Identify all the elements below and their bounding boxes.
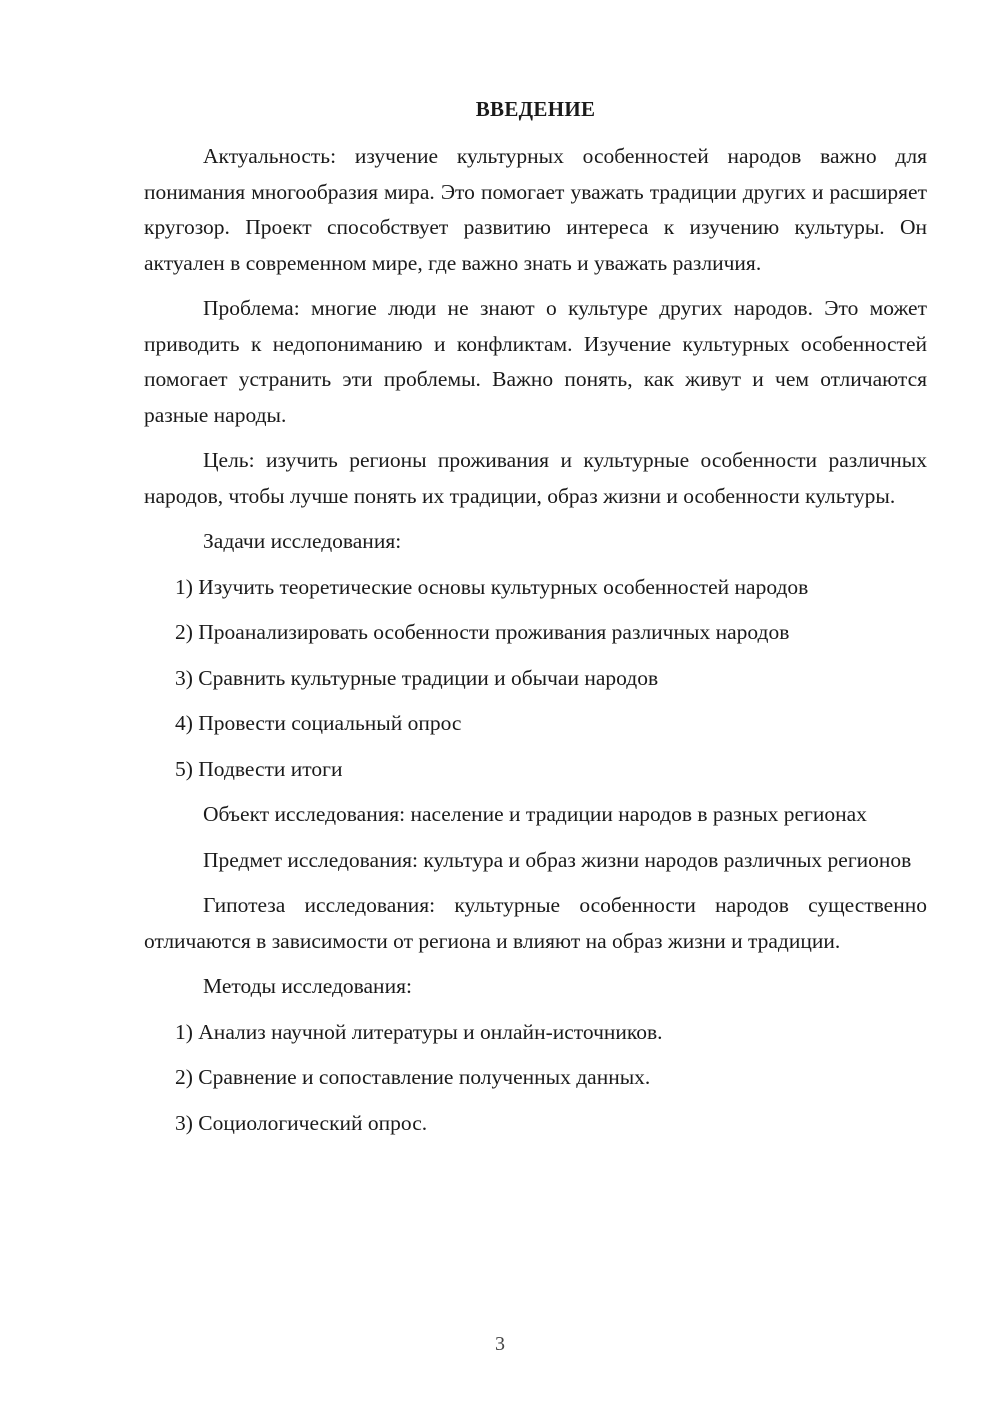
subject-paragraph: Предмет исследования: культура и образ жизни народов различных регионов (203, 847, 912, 872)
tasks-list (144, 570, 927, 788)
hypothesis-paragraph: Гипотеза исследования: культурные особенности народов существенно отличаются в зависимости от региона и влияют на образ жизни и традиции. (144, 893, 927, 953)
tasks-label: Задачи исследования: (203, 529, 402, 553)
relevance-paragraph: Актуальность: изучение культурных особенностей народов важно для понимания многообразия мира. Это помогает уважать традиции других и расширяет кругозор. Проект способствует развитию интереса к изучению культуры. Он актуален в современном мире, где важно знать и уважать различия. (144, 144, 927, 275)
object-paragraph: Объект исследования: население и традиции народов в разных регионах (203, 802, 867, 826)
methods-list (144, 1015, 927, 1142)
page-number: 3 (495, 1333, 505, 1355)
document-page (144, 92, 927, 1151)
list-item: 1) Изучить теоретические основы культурных особенностей народов (175, 574, 809, 599)
goal-paragraph: Цель: изучить регионы проживания и культурные особенности различных народов, чтобы лучше понять их традиции, образ жизни и особенности культуры. (144, 448, 927, 508)
methods-label: Методы исследования: (203, 974, 412, 998)
list-item: 4) Провести социальный опрос (175, 711, 462, 735)
list-item: 3) Сравнить культурные традиции и обычаи народов (175, 665, 659, 690)
list-item: 3) Социологический опрос. (175, 1110, 428, 1135)
list-item: 5) Подвести итоги (175, 756, 343, 781)
page-title: ВВЕДЕНИЕ (475, 97, 596, 121)
list-item: 1) Анализ научной литературы и онлайн-источников. (175, 1019, 663, 1044)
list-item: 2) Сравнение и сопоставление полученных данных. (175, 1065, 651, 1089)
problem-paragraph: Проблема: многие люди не знают о культуре других народов. Это может приводить к недопониманию и конфликтам. Изучение культурных особенностей помогает устранить эти проблемы. Важно понять, как живут и чем отличаются разные народы. (144, 296, 927, 427)
list-item: 2) Проанализировать особенности проживания различных народов (175, 620, 790, 644)
